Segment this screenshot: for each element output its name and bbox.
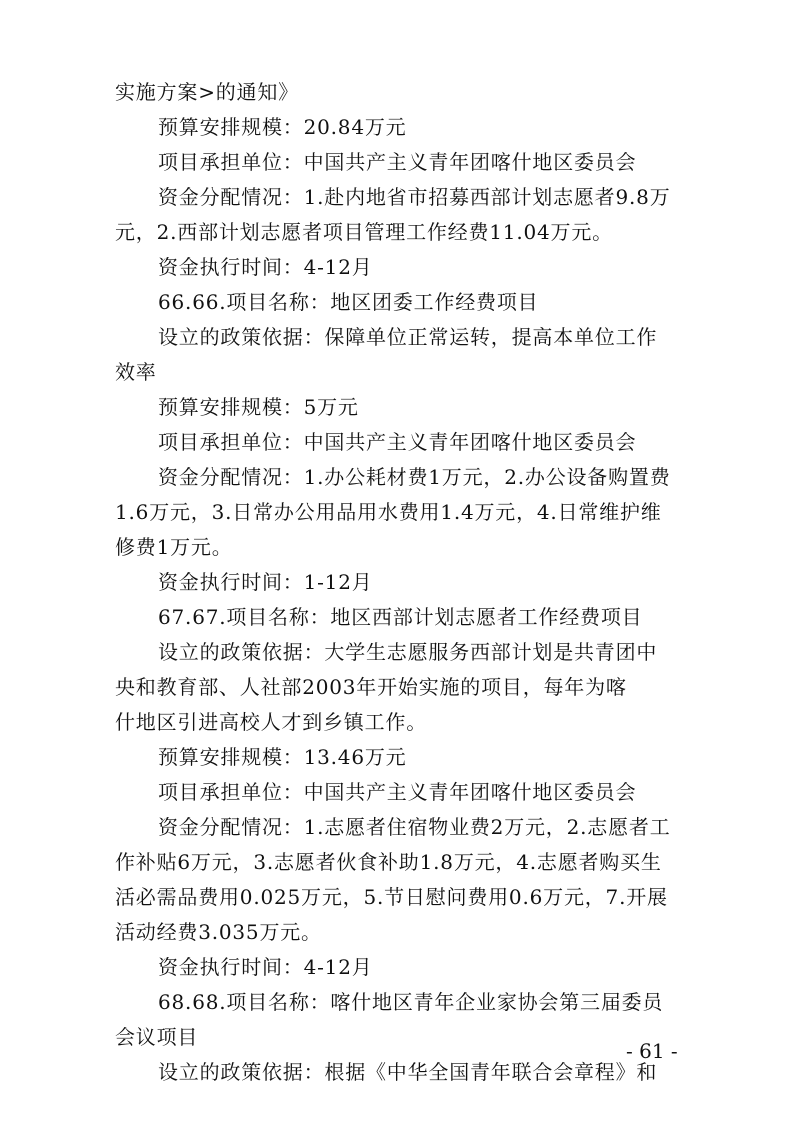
text-line: 资金分配情况：1.办公耗材费1万元，2.办公设备购置费 [158, 465, 671, 489]
page-number: - 61 - [626, 1039, 678, 1063]
text-line: 67.67.项目名称：地区西部计划志愿者工作经费项目 [158, 605, 643, 629]
text-line: 效率 [115, 360, 157, 384]
text-line: 资金分配情况：1.志愿者住宿物业费2万元，2.志愿者工 [158, 815, 671, 839]
text-line: 资金执行时间：4-12月 [158, 255, 373, 279]
text-line: 作补贴6万元，3.志愿者伙食补助1.8万元，4.志愿者购买生 [115, 850, 662, 874]
text-line: 资金分配情况：1.赴内地省市招募西部计划志愿者9.8万 [158, 185, 671, 209]
text-line: 元，2.西部计划志愿者项目管理工作经费11.04万元。 [115, 220, 613, 244]
text-line: 资金执行时间：1-12月 [158, 570, 373, 594]
text-line: 项目承担单位：中国共产主义青年团喀什地区委员会 [158, 430, 637, 454]
text-line: 预算安排规模：20.84万元 [158, 115, 407, 139]
text-line: 1.6万元，3.日常办公用品用水费用1.4万元，4.日常维护维 [115, 500, 662, 524]
text-line: 项目承担单位：中国共产主义青年团喀什地区委员会 [158, 780, 637, 804]
text-line: 66.66.项目名称：地区团委工作经费项目 [158, 290, 539, 314]
text-line: 会议项目 [115, 1025, 199, 1049]
text-line: 央和教育部、人社部2003年开始实施的项目，每年为喀 [115, 675, 627, 699]
text-line: 活动经费3.035万元。 [115, 920, 322, 944]
text-line: 预算安排规模：5万元 [158, 395, 359, 419]
text-line: 修费1万元。 [115, 535, 233, 559]
text-line: 设立的政策依据：大学生志愿服务西部计划是共青团中 [158, 640, 658, 664]
text-line: 活必需品费用0.025万元，5.节日慰问费用0.6万元，7.开展 [115, 885, 668, 909]
text-line: 项目承担单位：中国共产主义青年团喀什地区委员会 [158, 150, 637, 174]
text-line: 资金执行时间：4-12月 [158, 955, 373, 979]
text-line: 68.68.项目名称：喀什地区青年企业家协会第三届委员 [158, 990, 664, 1014]
text-line: 预算安排规模：13.46万元 [158, 745, 407, 769]
text-line: 实施方案>的通知》 [115, 80, 299, 104]
text-line: 设立的政策依据：根据《中华全国青年联合会章程》和 [158, 1060, 658, 1084]
text-line: 什地区引进高校人才到乡镇工作。 [115, 710, 427, 734]
text-line: 设立的政策依据：保障单位正常运转，提高本单位工作 [158, 325, 658, 349]
